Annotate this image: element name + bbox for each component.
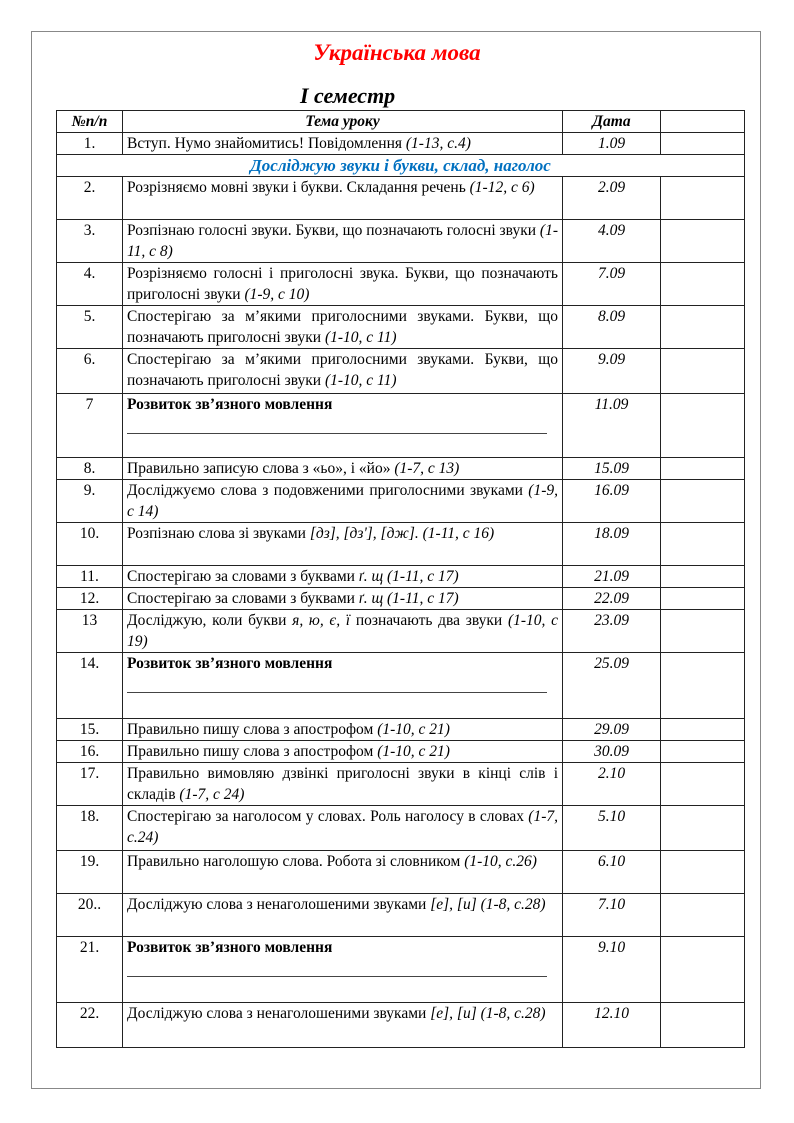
lesson-topic: [123, 458, 563, 480]
header-num: №п/п: [57, 111, 123, 133]
lesson-date: 22.09: [563, 588, 661, 610]
topic-reference: я, ю, є, ї: [292, 612, 351, 629]
lesson-topic: [123, 349, 563, 394]
lesson-number: 18.: [57, 806, 123, 851]
topic-reference: ґ. щ (1-11, с 17): [358, 568, 459, 585]
lesson-topic: [123, 806, 563, 851]
lesson-extra: [661, 806, 745, 851]
lesson-topic: [123, 937, 563, 1003]
lesson-extra: [661, 133, 745, 155]
lesson-number: 8.: [57, 458, 123, 480]
table-row: [57, 763, 745, 806]
table-row: [57, 653, 745, 719]
topic-text: Правильно записую слова з «ьо», і «йо»: [127, 460, 395, 477]
table-row: [57, 937, 745, 1003]
topic-reference: (1-10, с 11): [324, 329, 397, 346]
table-row: [57, 523, 745, 566]
section-title: Досліджую звуки і букви, склад, наголос: [57, 155, 745, 177]
lesson-date: 9.10: [563, 937, 661, 1003]
lesson-number: 21.: [57, 937, 123, 1003]
lesson-topic: [123, 588, 563, 610]
lesson-number: 13: [57, 610, 123, 653]
topic-reference: (1-10, с.26): [464, 853, 537, 870]
lesson-topic: [123, 133, 563, 155]
lesson-extra: [661, 394, 745, 458]
table-row: [57, 306, 745, 349]
topic-text: Вступ. Нумо знайомитись! Повідомлення: [127, 135, 406, 152]
table-row: [57, 177, 745, 220]
lesson-number: 17.: [57, 763, 123, 806]
topic-reference: (1-10, с 21): [377, 743, 450, 760]
lesson-extra: [661, 653, 745, 719]
development-title: Розвиток зв’язного мовлення: [127, 655, 333, 672]
topic-text: позначають два звуки: [350, 612, 508, 629]
lesson-date: 7.10: [563, 894, 661, 937]
lesson-number: 22.: [57, 1003, 123, 1048]
lesson-extra: [661, 610, 745, 653]
lesson-number: 20..: [57, 894, 123, 937]
topic-text: Правильно пишу слова з апострофом: [127, 721, 378, 738]
lesson-topic: [123, 851, 563, 894]
header-date: Дата: [563, 111, 661, 133]
topic-reference: (1-11, с 8): [127, 222, 558, 260]
fill-in-line: [127, 674, 547, 693]
topic-text: Спостерігаю за словами з буквами: [127, 568, 359, 585]
lesson-number: 5.: [57, 306, 123, 349]
lesson-number: 3.: [57, 220, 123, 263]
lesson-number: 9.: [57, 480, 123, 523]
lesson-date: 5.10: [563, 806, 661, 851]
lesson-number: 10.: [57, 523, 123, 566]
table-row: [57, 480, 745, 523]
lesson-date: 18.09: [563, 523, 661, 566]
table-row: [57, 263, 745, 306]
development-title: Розвиток зв’язного мовлення: [127, 939, 333, 956]
table-row: [57, 806, 745, 851]
topic-text: Розрізняємо голосні і приголосні звука. Букви, що позначають приголосні звуки: [127, 265, 558, 303]
semester-heading: І семестр: [300, 83, 396, 108]
lesson-extra: [661, 851, 745, 894]
header-extra: [661, 111, 745, 133]
table-row: [57, 394, 745, 458]
topic-text: Досліджую слова з ненаголошеними звуками: [127, 1005, 431, 1022]
lesson-number: 14.: [57, 653, 123, 719]
topic-reference: (1-7, с 13): [394, 460, 460, 477]
topic-reference: [дз], [дз'], [дж]. (1-11, с 16): [309, 525, 495, 542]
lesson-topic: [123, 741, 563, 763]
topic-text: Спостерігаю за словами з буквами: [127, 590, 359, 607]
lesson-number: 4.: [57, 263, 123, 306]
lesson-number: 15.: [57, 719, 123, 741]
topic-text: Спостерігаю за наголосом у словах. Роль наголосу в словах: [127, 808, 529, 825]
lesson-date: 29.09: [563, 719, 661, 741]
lesson-date: 25.09: [563, 653, 661, 719]
lesson-topic: [123, 894, 563, 937]
lesson-topic: [123, 220, 563, 263]
lesson-topic: [123, 719, 563, 741]
lesson-topic: [123, 523, 563, 566]
lesson-topic: [123, 653, 563, 719]
lesson-extra: [661, 480, 745, 523]
topic-reference: ґ. щ (1-11, с 17): [358, 590, 459, 607]
lesson-date: 12.10: [563, 1003, 661, 1048]
topic-reference: (1-9, с 14): [127, 482, 558, 520]
table-header-row: [57, 111, 745, 133]
lesson-date: 9.09: [563, 349, 661, 394]
lesson-topic: [123, 480, 563, 523]
lesson-date: 2.10: [563, 763, 661, 806]
lesson-date: 11.09: [563, 394, 661, 458]
lesson-date: 7.09: [563, 263, 661, 306]
topic-reference: (1-10, с 19): [127, 612, 558, 650]
lesson-number: 12.: [57, 588, 123, 610]
lesson-date: 4.09: [563, 220, 661, 263]
table-row: [57, 458, 745, 480]
table-body: [57, 133, 745, 1048]
table-row: [57, 566, 745, 588]
lesson-topic: [123, 1003, 563, 1048]
lesson-extra: [661, 177, 745, 220]
section-row: [57, 155, 745, 177]
topic-reference: (1-12, с 6): [469, 179, 535, 196]
lesson-extra: [661, 588, 745, 610]
lesson-date: 21.09: [563, 566, 661, 588]
lesson-date: 1.09: [563, 133, 661, 155]
table-row: [57, 610, 745, 653]
topic-reference: (1-10, с 21): [377, 721, 450, 738]
fill-in-line: [127, 415, 547, 434]
topic-text: Досліджуємо слова з подовженими приголосними звуками: [127, 482, 529, 499]
table-row: [57, 349, 745, 394]
lesson-extra: [661, 719, 745, 741]
lesson-extra: [661, 263, 745, 306]
lesson-extra: [661, 937, 745, 1003]
lesson-date: 6.10: [563, 851, 661, 894]
lesson-extra: [661, 523, 745, 566]
lesson-number: 16.: [57, 741, 123, 763]
lesson-topic: [123, 263, 563, 306]
lesson-date: 16.09: [563, 480, 661, 523]
lesson-number: 6.: [57, 349, 123, 394]
header-topic: Тема уроку: [123, 111, 563, 133]
lesson-topic: [123, 177, 563, 220]
fill-in-line: [127, 958, 547, 977]
topic-reference: (1-13, с.4): [405, 135, 471, 152]
lesson-date: 23.09: [563, 610, 661, 653]
topic-reference: (1-7, с 24): [179, 786, 245, 803]
document-title: Українська мова: [313, 40, 481, 65]
topic-reference: [е], [и] (1-8, с.28): [430, 1005, 546, 1022]
table-row: [57, 719, 745, 741]
lesson-date: 2.09: [563, 177, 661, 220]
table-row: [57, 1003, 745, 1048]
development-title: Розвиток зв’язного мовлення: [127, 396, 333, 413]
lesson-number: 11.: [57, 566, 123, 588]
topic-reference: (1-7, с.24): [127, 808, 558, 846]
table-row: [57, 851, 745, 894]
table-row: [57, 741, 745, 763]
lesson-number: 7: [57, 394, 123, 458]
lesson-plan-table: [56, 110, 745, 1048]
lesson-date: 15.09: [563, 458, 661, 480]
lesson-date: 8.09: [563, 306, 661, 349]
lesson-extra: [661, 458, 745, 480]
topic-reference: (1-10, с 11): [324, 372, 397, 389]
topic-reference: (1-9, с 10): [244, 286, 310, 303]
lesson-date: 30.09: [563, 741, 661, 763]
topic-text: Правильно вимовляю дзвінкі приголосні звуки в кінці слів і складів: [127, 765, 558, 803]
topic-text: Розпізнаю голосні звуки. Букви, що позначають голосні звуки: [127, 222, 540, 239]
topic-reference: [е], [и] (1-8, с.28): [430, 896, 546, 913]
topic-text: Досліджую слова з ненаголошеними звуками: [127, 896, 431, 913]
table-row: [57, 588, 745, 610]
topic-text: Спостерігаю за м’якими приголосними звуками. Букви, що позначають приголосні звуки: [127, 351, 558, 389]
topic-text: Правильно пишу слова з апострофом: [127, 743, 378, 760]
topic-text: Спостерігаю за м’якими приголосними звуками. Букви, що позначають приголосні звуки: [127, 308, 558, 346]
lesson-number: 2.: [57, 177, 123, 220]
table-row: [57, 220, 745, 263]
topic-text: Розрізняємо мовні звуки і букви. Складання речень: [127, 179, 470, 196]
table-row: [57, 133, 745, 155]
lesson-topic: [123, 566, 563, 588]
lesson-extra: [661, 894, 745, 937]
lesson-extra: [661, 763, 745, 806]
lesson-extra: [661, 1003, 745, 1048]
lesson-topic: [123, 306, 563, 349]
lesson-number: 1.: [57, 133, 123, 155]
lesson-extra: [661, 220, 745, 263]
lesson-extra: [661, 741, 745, 763]
lesson-topic: [123, 763, 563, 806]
lesson-extra: [661, 306, 745, 349]
lesson-extra: [661, 566, 745, 588]
lesson-number: 19.: [57, 851, 123, 894]
topic-text: Досліджую, коли букви: [127, 612, 293, 629]
lesson-extra: [661, 349, 745, 394]
lesson-topic: [123, 394, 563, 458]
topic-text: Розпізнаю слова зі звуками: [127, 525, 310, 542]
lesson-topic: [123, 610, 563, 653]
table-row: [57, 894, 745, 937]
topic-text: Правильно наголошую слова. Робота зі словником: [127, 853, 465, 870]
